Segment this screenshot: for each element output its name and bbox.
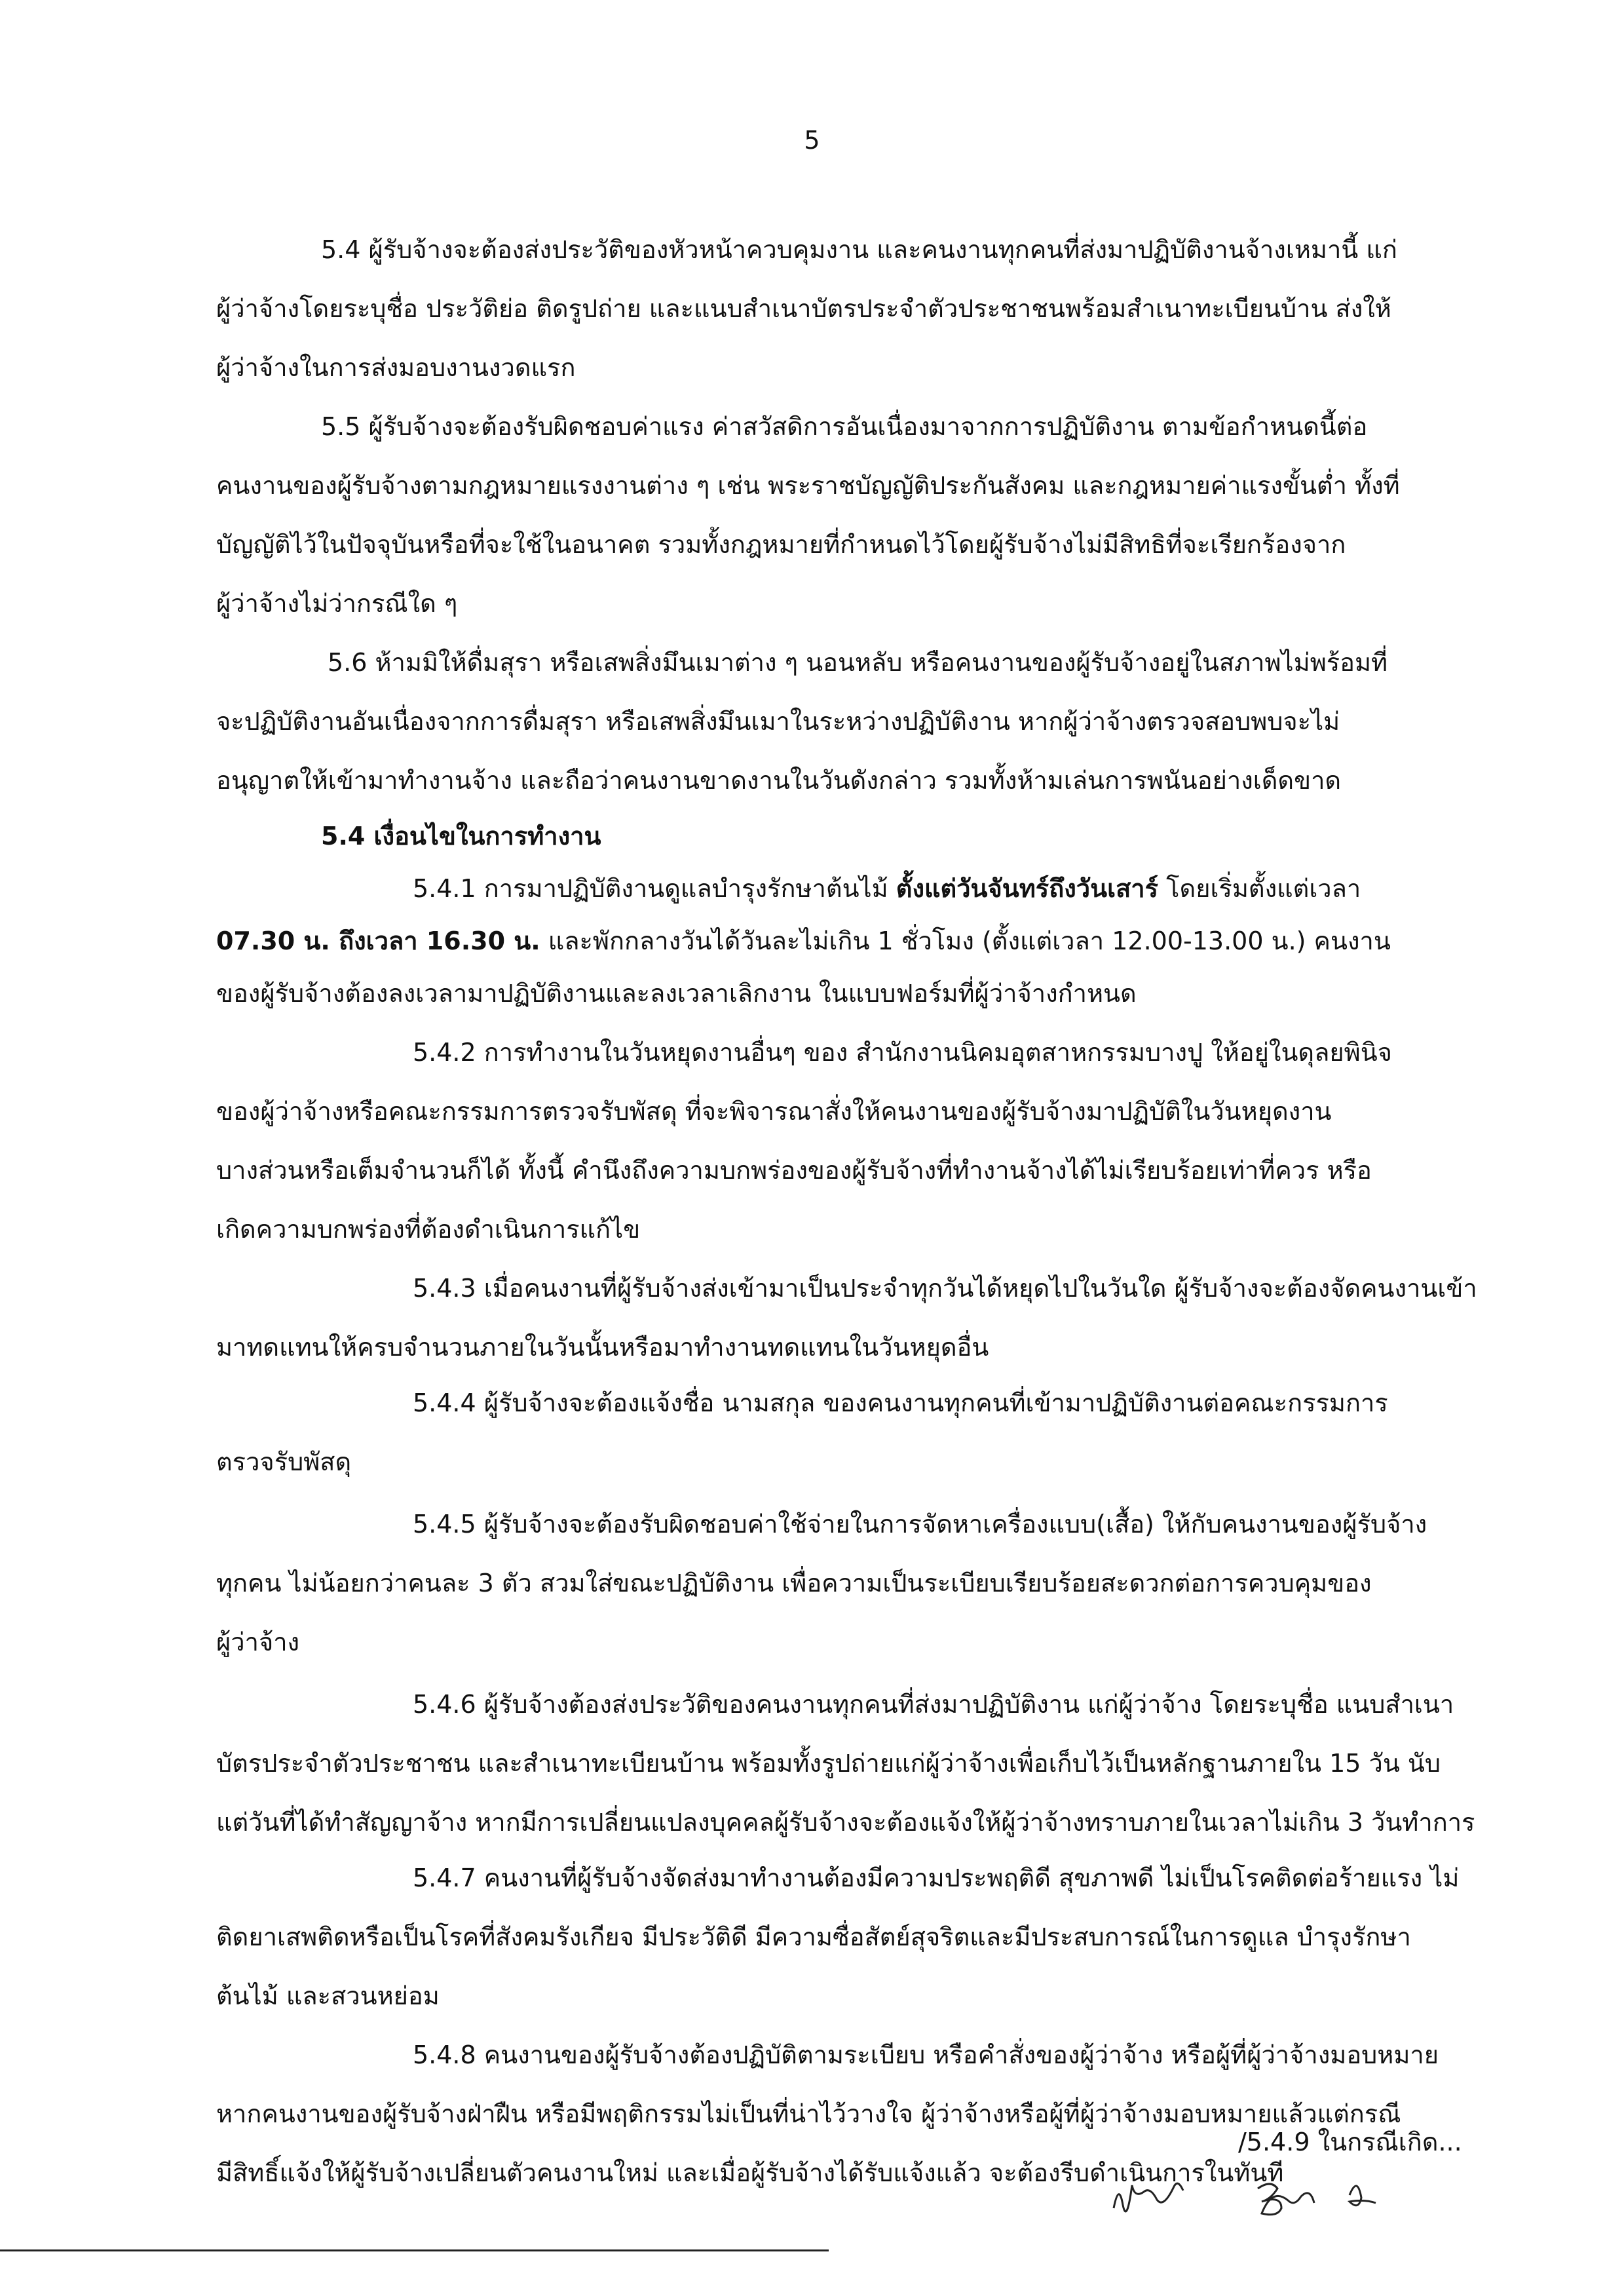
text-line (216, 1625, 1481, 1659)
text-line (216, 1920, 1481, 1954)
text-line (328, 645, 1592, 679)
text-line (321, 410, 1585, 444)
text-line (216, 1094, 1481, 1128)
bold-text: 5.4 เงื่อนไขในการทำงาน (321, 822, 601, 851)
signature-1 (1114, 2183, 1183, 2211)
text-line (216, 1153, 1481, 1187)
text-line (413, 1386, 1624, 1420)
text-run: ผู้ว่าจ้างในการส่งมอบงานงวดแรก (216, 353, 576, 382)
text-run: ตรวจรับพัสดุ (216, 1447, 352, 1476)
page-number: 5 (804, 126, 820, 155)
text-line (216, 1746, 1481, 1780)
text-run: ผู้ว่าจ้างไม่ว่ากรณีใด ๆ (216, 589, 458, 618)
text-run: ของผู้รับจ้างต้องลงเวลามาปฏิบัติงานและลงเวลาเลิกงาน ในแบบฟอร์มที่ผู้ว่าจ้างกำหนด (216, 979, 1137, 1008)
signatures (1107, 2162, 1474, 2234)
text-line (413, 1687, 1624, 1721)
text-run: จะปฏิบัติงานอันเนื่องจากการดื่มสุรา หรือเสพสิ่งมึนเมาในระหว่างปฏิบัติงาน หากผู้ว่าจ้างตรวจสอบพบจะไม่ (216, 707, 1340, 736)
text-run: บางส่วนหรือเต็มจำนวนก็ได้ ทั้งนี้ คำนึงถึงความบกพร่องของผู้รับจ้างที่ทำงานจ้างได้ไม่เรียบร้อยเท่าที่ควร หรือ (216, 1156, 1372, 1185)
text-line (216, 292, 1481, 326)
text-run: 5.4.5 ผู้รับจ้างจะต้องรับผิดชอบค่าใช้จ่ายในการจัดหาเครื่องแบบ(เสื้อ) ให้กับคนงานของผู้รับจ้าง (413, 1510, 1427, 1539)
text-line (216, 351, 1481, 385)
bold-text: ตั้งแต่วันจันทร์ถึงวันเสาร์ (896, 874, 1159, 903)
text-run: เกิดความบกพร่องที่ต้องดำเนินการแก้ไข (216, 1215, 641, 1244)
text-line (413, 1271, 1624, 1305)
text-run: มาทดแทนให้ครบจำนวนภายในวันนั้นหรือมาทำงานทดแทนในวันหยุดอื่น (216, 1333, 989, 1362)
text-line (216, 1445, 1481, 1479)
text-run: โดยเริ่มตั้งแต่เวลา (1158, 874, 1361, 903)
text-line (216, 469, 1481, 503)
text-run: และพักกลางวันได้วันละไม่เกิน 1 ชั่วโมง (ตั้งแต่เวลา 12.00-13.00 น.) คนงาน (540, 927, 1391, 955)
text-line (216, 586, 1481, 621)
text-run: ผู้ว่าจ้าง (216, 1628, 300, 1656)
bold-text: 07.30 น. ถึงเวลา 16.30 น. (216, 927, 540, 955)
text-run: ต้นไม้ และสวนหย่อม (216, 1981, 440, 2010)
text-line (216, 1566, 1481, 1600)
text-run: 5.4.2 การทำงานในวันหยุดงานอื่นๆ ของ สำนักงานนิคมอุตสาหกรรมบางปู ให้อยู่ในดุลยพินิจ (413, 1038, 1392, 1067)
text-line (216, 763, 1481, 797)
text-line (216, 924, 1481, 958)
text-line (413, 2038, 1624, 2072)
text-run: แต่วันที่ได้ทำสัญญาจ้าง หากมีการเปลี่ยนแปลงบุคคลผู้รับจ้างจะต้องแจ้งให้ผู้ว่าจ้างทราบภายในเวลาไม่เกิน 3 วันทำการ (216, 1808, 1475, 1837)
text-run: 5.4.8 คนงานของผู้รับจ้างต้องปฏิบัติตามระเบียบ หรือคำสั่งของผู้ว่าจ้าง หรือผู้ที่ผู้ว่าจ้างมอบหมาย (413, 2040, 1439, 2069)
text-line (216, 1212, 1481, 1246)
text-line (216, 1979, 1481, 2013)
text-line (216, 976, 1481, 1010)
text-line (413, 1035, 1624, 1069)
footer-rule (0, 2249, 829, 2251)
text-line (216, 704, 1481, 738)
text-run: หากคนงานของผู้รับจ้างฝ่าฝืน หรือมีพฤติกรรมไม่เป็นที่น่าไว้วางใจ ผู้ว่าจ้างหรือผู้ที่ผู้ว่าจ้างมอบหมายแล้วแต่กรณี (216, 2099, 1401, 2128)
text-run: บัตรประจำตัวประชาชน และสำเนาทะเบียนบ้าน พร้อมทั้งรูปถ่ายแก่ผู้ว่าจ้างเพื่อเก็บไว้เป็นหลักฐานภายใน 15 วัน นับ (216, 1749, 1441, 1778)
text-run: ผู้ว่าจ้างโดยระบุชื่อ ประวัติย่อ ติดรูปถ่าย และแนบสำเนาบัตรประจำตัวประชาชนพร้อมสำเนาทะเบียนบ้าน ส่งให้ (216, 294, 1391, 323)
text-run: 5.6 ห้ามมิให้ดื่มสุรา หรือเสพสิ่งมึนเมาต่าง ๆ นอนหลับ หรือคนงานของผู้รับจ้างอยู่ในสภาพไม่พร้อมที่ (328, 648, 1388, 677)
text-line (216, 1330, 1481, 1364)
text-run: ทุกคน ไม่น้อยกว่าคนละ 3 ตัว สวมใส่ขณะปฏิบัติงาน เพื่อความเป็นระเบียบเรียบร้อยสะดวกต่อการควบคุมของ (216, 1569, 1372, 1598)
text-line (216, 1805, 1481, 1839)
text-line (413, 1507, 1624, 1541)
text-run: ติดยาเสพติดหรือเป็นโรคที่สังคมรังเกียจ มีประวัติดี มีความซื่อสัตย์สุจริตและมีประสบการณ์ในการดูแล บำรุงรักษา (216, 1923, 1411, 1951)
text-line (321, 233, 1585, 267)
text-line (413, 1861, 1624, 1895)
text-run: 5.5 ผู้รับจ้างจะต้องรับผิดชอบค่าแรง ค่าสวัสดิการอันเนื่องมาจากการปฏิบัติงาน ตามข้อกำหนดนี้ต่อ (321, 412, 1368, 441)
text-run: 5.4.4 ผู้รับจ้างจะต้องแจ้งชื่อ นามสกุล ของคนงานทุกคนที่เข้ามาปฏิบัติงานต่อคณะกรรมการ (413, 1388, 1388, 1417)
signature-2 (1258, 2184, 1376, 2215)
text-run: คนงานของผู้รับจ้างตามกฎหมายแรงงานต่าง ๆ เช่น พระราชบัญญัติประกันสังคม และกฎหมายค่าแรงขั้นต่ำ ทั้งที่ (216, 471, 1400, 500)
text-run: อนุญาตให้เข้ามาทำงานจ้าง และถือว่าคนงานขาดงานในวันดังกล่าว รวมทั้งห้ามเล่นการพนันอย่างเด็ดขาด (216, 766, 1342, 795)
text-run: ของผู้ว่าจ้างหรือคณะกรรมการตรวจรับพัสดุ ที่จะพิจารณาสั่งให้คนงานของผู้รับจ้างมาปฏิบัติในวันหยุดงาน (216, 1097, 1332, 1126)
text-run: 5.4 ผู้รับจ้างจะต้องส่งประวัติของหัวหน้าควบคุมงาน และคนงานทุกคนที่ส่งมาปฏิบัติงานจ้างเหมานี้ แก่ (321, 235, 1397, 264)
text-run: 5.4.1 การมาปฏิบัติงานดูแลบำรุงรักษาต้นไม้ (413, 874, 896, 903)
text-run: 5.4.7 คนงานที่ผู้รับจ้างจัดส่งมาทำงานต้องมีความประพฤติดี สุขภาพดี ไม่เป็นโรคติดต่อร้ายแรง ไม่ (413, 1864, 1460, 1892)
text-run: 5.4.3 เมื่อคนงานที่ผู้รับจ้างส่งเข้ามาเป็นประจำทุกวันได้หยุดไปในวันใด ผู้รับจ้างจะต้องจัดคนงานเข้า (413, 1274, 1477, 1303)
text-run: 5.4.6 ผู้รับจ้างต้องส่งประวัติของคนงานทุกคนที่ส่งมาปฏิบัติงาน แก่ผู้ว่าจ้าง โดยระบุชื่อ แนบสำเนา (413, 1690, 1454, 1719)
text-line (413, 871, 1624, 906)
continuation-note: /5.4.9 ในกรณีเกิด... (1238, 2128, 1462, 2156)
text-line (321, 819, 1585, 853)
text-run: บัญญัติไว้ในปัจจุบันหรือที่จะใช้ในอนาคต รวมทั้งกฎหมายที่กำหนดไว้โดยผู้รับจ้างไม่มีสิทธิที่จะเรียกร้องจาก (216, 530, 1346, 559)
text-run: มีสิทธิ์แจ้งให้ผู้รับจ้างเปลี่ยนตัวคนงานใหม่ และเมื่อผู้รับจ้างได้รับแจ้งแล้ว จะต้องรีบดำเนินการในทันที (216, 2158, 1284, 2187)
text-line (216, 527, 1481, 562)
